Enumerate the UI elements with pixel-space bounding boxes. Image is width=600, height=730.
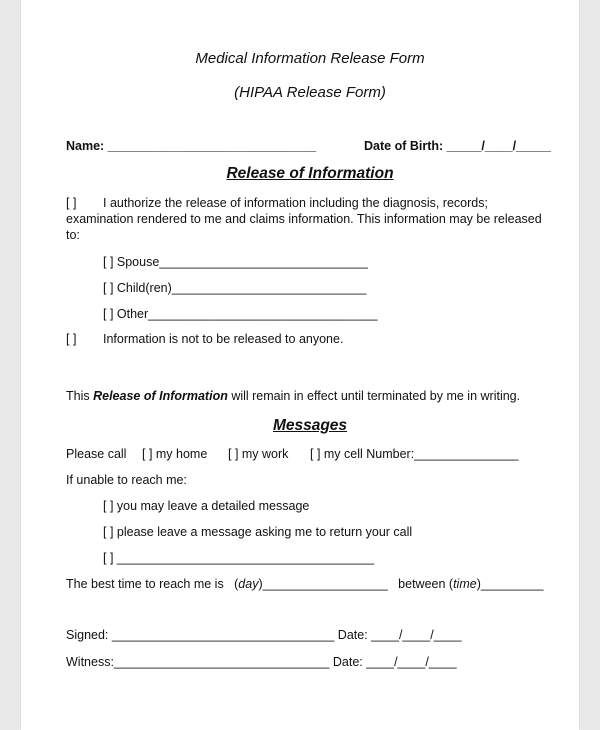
not-released-text: Information is not to be released to anyone. — [103, 332, 344, 346]
blank-option[interactable]: [ ] _____________________________________ — [103, 551, 375, 565]
day-label: day — [238, 577, 259, 591]
time-label: time — [453, 577, 477, 591]
my-work-option[interactable]: [ ] my work — [228, 447, 289, 461]
effect-statement — [66, 389, 520, 404]
signed-line[interactable]: Signed: ________________________________ Date: ____/____/____ — [66, 628, 462, 642]
messages-heading: Messages — [272, 417, 348, 434]
name-field[interactable]: Name: ______________________________ — [66, 139, 317, 153]
release-heading: Release of Information — [226, 165, 394, 182]
best-time-prefix: The best time to reach me is ( — [66, 577, 239, 591]
children-option[interactable]: [ ] Child(ren)____________________________ — [103, 281, 367, 295]
best-time-mid: )__________________ between ( — [258, 577, 454, 591]
best-time-line[interactable] — [66, 577, 543, 592]
effect-prefix: This — [66, 389, 94, 403]
effect-bold-term: Release of Information — [93, 389, 228, 403]
authorize-text-line-1: I authorize the release of information including the diagnosis, records; — [103, 196, 488, 210]
authorize-text-line-3: to: — [66, 228, 80, 242]
effect-suffix: will remain in effect until terminated by me in writing. — [227, 389, 521, 403]
witness-line[interactable]: Witness:_______________________________ Date: ____/____/____ — [66, 655, 457, 669]
authorize-checkbox[interactable]: [ ] — [66, 196, 77, 210]
if-unable-label: If unable to reach me: — [66, 473, 187, 487]
form-subtitle: (HIPAA Release Form) — [234, 84, 386, 101]
my-home-option[interactable]: [ ] my home — [142, 447, 208, 461]
return-call-option[interactable]: [ ] please leave a message asking me to return your call — [103, 525, 413, 539]
please-call-label: Please call — [66, 447, 127, 461]
form-page — [21, 0, 579, 730]
other-option[interactable]: [ ] Other_________________________________ — [103, 307, 378, 321]
not-released-checkbox[interactable]: [ ] — [66, 332, 77, 346]
best-time-suffix: )_________ — [476, 577, 544, 591]
detailed-message-option[interactable]: [ ] you may leave a detailed message — [103, 499, 310, 513]
my-cell-option[interactable]: [ ] my cell Number:_______________ — [310, 447, 519, 461]
authorize-text-line-2: examination rendered to me and claims information. This information may be released — [66, 212, 542, 226]
date-of-birth-field[interactable]: Date of Birth: _____/____/_____ — [364, 139, 551, 153]
spouse-option[interactable]: [ ] Spouse______________________________ — [103, 255, 368, 269]
form-title: Medical Information Release Form — [195, 50, 425, 67]
